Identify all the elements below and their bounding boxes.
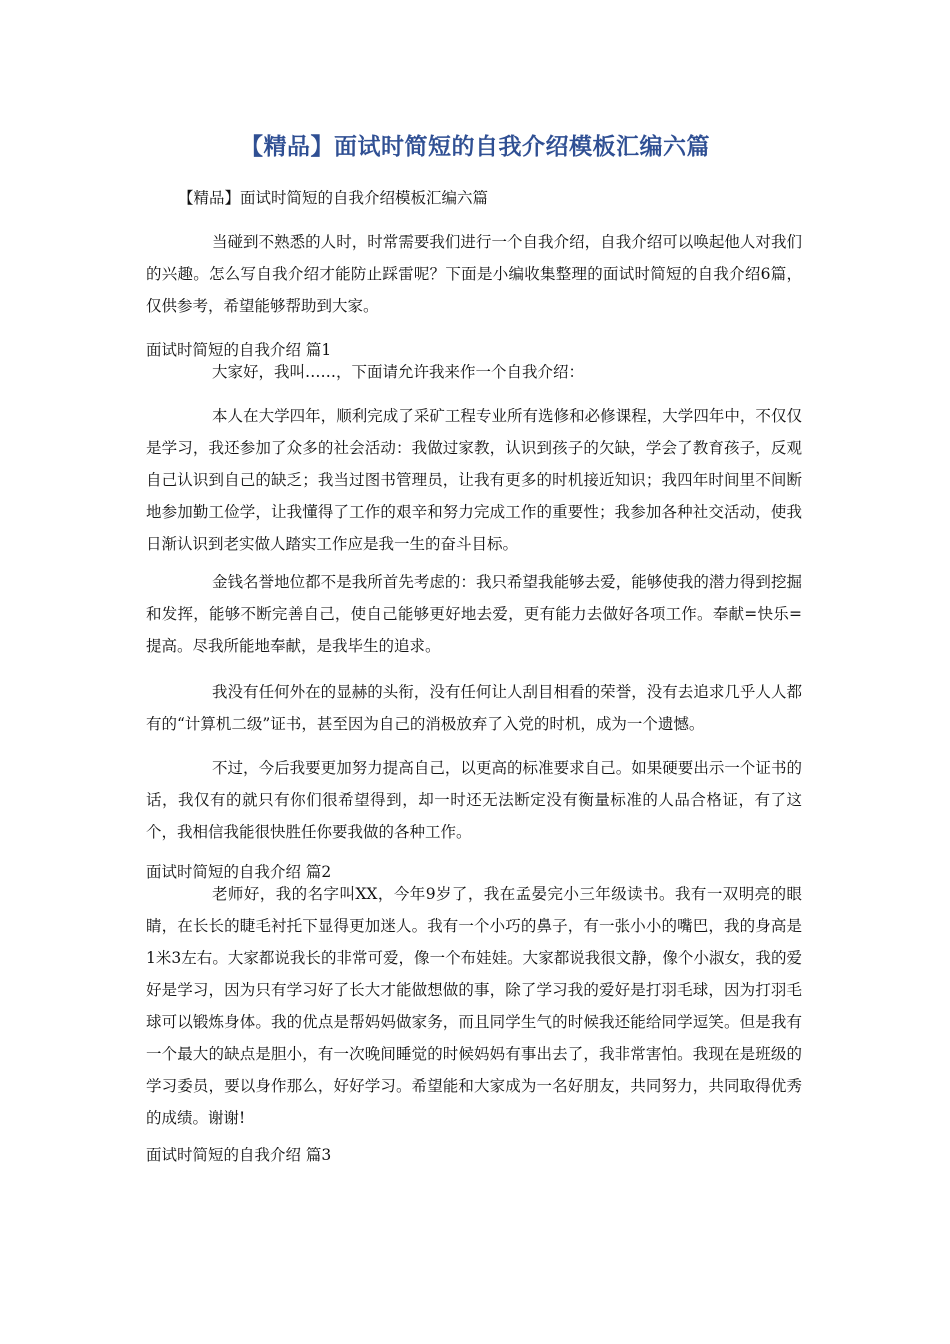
section-3-heading: 面试时简短的自我介绍 篇3	[146, 1146, 332, 1164]
document-title: 【精品】面试时简短的自我介绍模板汇编六篇	[240, 134, 710, 160]
section-1-paragraph-2: 本人在大学四年，顺利完成了采矿工程专业所有选修和必修课程，大学四年中，不仅仅是学习，我还参加了众多的社会活动：我做过家教，认识到孩子的欠缺，学会了教育孩子，反观自己认识到自己的缺乏；我当过图书管理员，让我有更多的时机接近知识；我四年时间里不间断地参加勤工俭学，让我懂得了工作的艰辛和努力完成工作的重要性；我参加各种社交活动，使我日渐认识到老实做人踏实工作应是我一生的奋斗目标。	[146, 407, 802, 553]
document-subtitle: 【精品】面试时简短的自我介绍模板汇编六篇	[178, 189, 489, 207]
section-1-heading: 面试时简短的自我介绍 篇1	[146, 341, 332, 359]
section-1-paragraph-4: 我没有任何外在的显赫的头衔，没有任何让人刮目相看的荣誉，没有去追求几乎人人都有的“计算机二级”证书，甚至因为自己的消极放弃了入党的时机，成为一个遗憾。	[146, 683, 802, 733]
section-1-paragraph-1: 大家好，我叫……，下面请允许我来作一个自我介绍：	[212, 363, 585, 381]
intro-paragraph: 当碰到不熟悉的人时，时常需要我们进行一个自我介绍，自我介绍可以唤起他人对我们的兴趣。怎么写自我介绍才能防止踩雷呢？下面是小编收集整理的面试时简短的自我介绍6篇，仅供参考，希望能够帮助到大家。	[146, 233, 802, 315]
section-1-paragraph-5: 不过，今后我要更加努力提高自己，以更高的标准要求自己。如果硬要出示一个证书的话，我仅有的就只有你们很希望得到，却一时还无法断定没有衡量标准的人品合格证，有了这个，我相信我能很快胜任你要我做的各种工作。	[146, 759, 802, 841]
section-2-paragraph-1: 老师好，我的名字叫XX，今年9岁了，我在孟晏完小三年级读书。我有一双明亮的眼睛，在长长的睫毛衬托下显得更加迷人。我有一个小巧的鼻子，有一张小小的嘴巴，我的身高是1米3左右。大家都说我长的非常可爱，像一个布娃娃。大家都说我很文静，像个小淑女，我的爱好是学习，因为只有学习好了长大才能做想做的事，除了学习我的爱好是打羽毛球，因为打羽毛球可以锻炼身体。我的优点是帮妈妈做家务，而且同学生气的时候我还能给同学逗笑。但是我有一个最大的缺点是胆小，有一次晚间睡觉的时候妈妈有事出去了，我非常害怕。我现在是班级的学习委员，要以身作那么，好好学习。希望能和大家成为一名好朋友，共同努力，共同取得优秀的成绩。谢谢!	[146, 885, 802, 1127]
section-1-paragraph-3: 金钱名誉地位都不是我所首先考虑的：我只希望我能够去爱，能够使我的潜力得到挖掘和发挥，能够不断完善自己，使自己能够更好地去爱，更有能力去做好各项工作。奉献=快乐=提高。尽我所能地奉献，是我毕生的追求。	[146, 573, 802, 655]
section-2-heading: 面试时简短的自我介绍 篇2	[146, 863, 332, 881]
